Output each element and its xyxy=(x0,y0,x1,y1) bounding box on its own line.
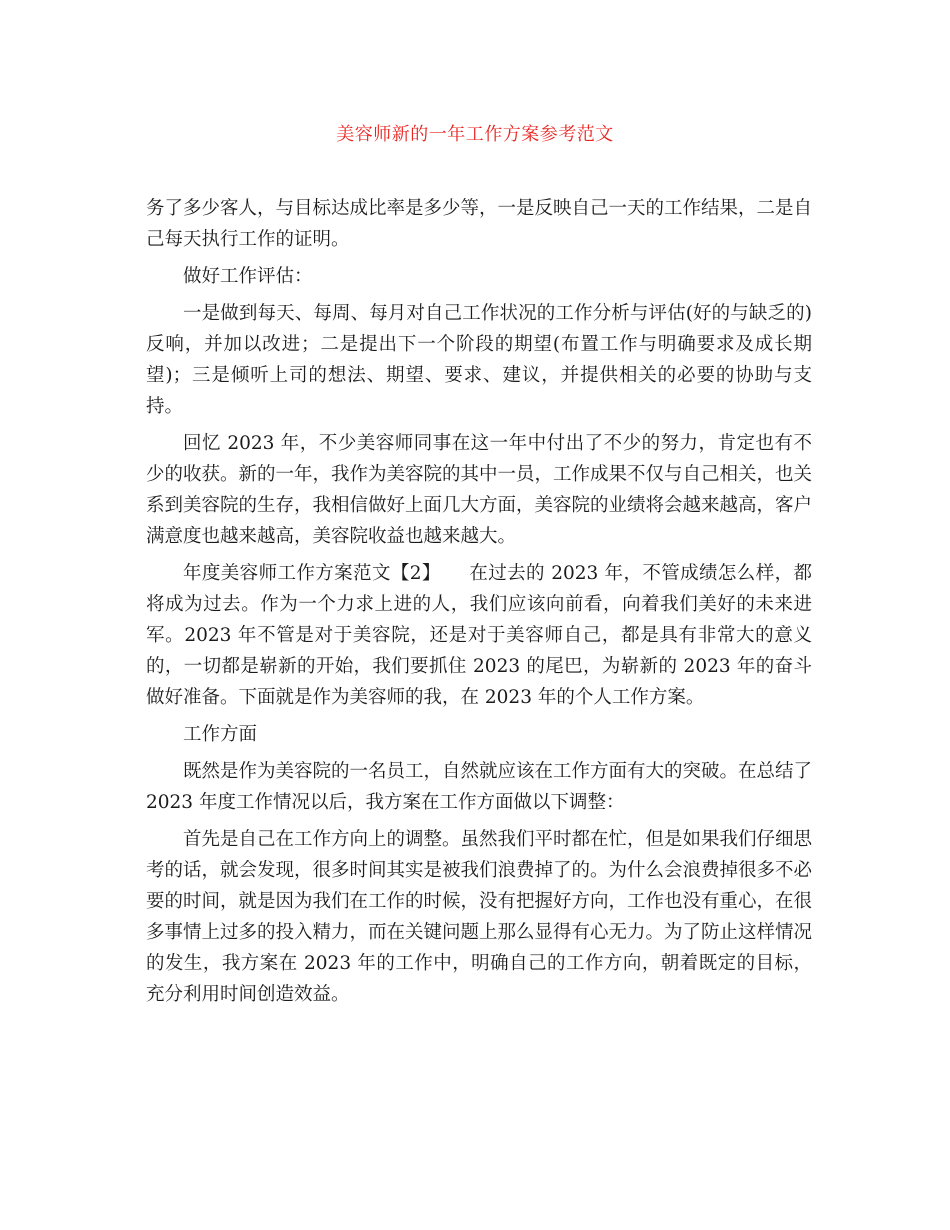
paragraph: 务了多少客人，与目标达成比率是多少等，一是反映自己一天的工作结果，二是自己每天执行工作的证明。 xyxy=(146,198,813,250)
document-body xyxy=(146,193,812,1016)
paragraph: 既然是作为美容院的一名员工，自然就应该在工作方面有大的突破。在总结了 2023 年度工作情况以后，我方案在工作方面做以下调整： xyxy=(146,761,813,813)
paragraph: 回忆 2023 年，不少美容师同事在这一年中付出了不少的努力，肯定也有不少的收获。新的一年，我作为美容院的其中一员，工作成果不仅与自己相关，也关系到美容院的生存，我相信做好上面几大方面，美容院的业绩将会越来越高，客户满意度也越来越高，美容院收益也越来越大。 xyxy=(146,433,813,547)
paragraph: 一是做到每天、每周、每月对自己工作状况的工作分析与评估(好的与缺乏的)反响，并加以改进；二是提出下一个阶段的期望(布置工作与明确要求及成长期望)；三是倾听上司的想法、期望、要求、建议，并提供相关的必要的协助与支持。 xyxy=(146,303,812,417)
paragraph: 做好工作评估： xyxy=(183,266,313,287)
paragraph: 工作方面 xyxy=(183,724,258,745)
document-title: 美容师新的一年工作方案参考范文 xyxy=(336,124,614,145)
paragraph: 首先是自己在工作方向上的调整。虽然我们平时都在忙，但是如果我们仔细思考的话，就会发现，很多时间其实是被我们浪费掉了的。为什么会浪费掉很多不必要的时间，就是因为我们在工作的时候，没有把握好方向，工作也没有重心，在很多事情上过多的投入精力，而在关键问题上那么显得有心无力。为了防止这样情况的发生，我方案在 2023 年的工作中，明确自己的工作方向，朝着既定的目标，充分利用时间创造效益。 xyxy=(146,829,813,1005)
paragraph: 年度美容师工作方案范文【2】 在过去的 2023 年，不管成绩怎么样，都将成为过去。作为一个力求上进的人，我们应该向前看，向着我们美好的未来进军。2023 年不管是对于美容院，还是对于美容师自己，都是具有非常大的意义的，一切都是崭新的开始，我们要抓住 2023 的尾巴，为崭新的 2023 年的奋斗做好准备。下面就是作为美容师的我，在 2023 年的个人工作方案。 xyxy=(146,563,812,708)
